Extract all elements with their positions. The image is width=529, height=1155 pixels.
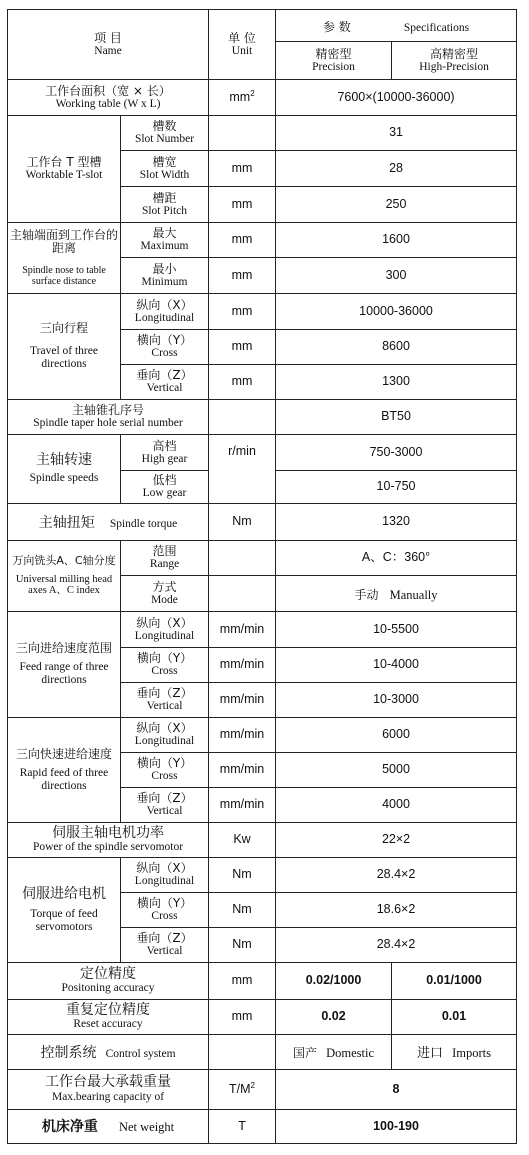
row-working-table (8, 80, 517, 116)
row-torque (8, 504, 517, 541)
reset-high-precision: 0.01 (392, 1000, 517, 1035)
rapid-y-cn: 横向（Y） (136, 756, 193, 771)
spindle-nose-en: Spindle nose to table surface distance (22, 265, 106, 288)
travel-y-value: 8600 (276, 330, 517, 365)
speed-low-value: 10-750 (276, 471, 517, 504)
speeds-cn: 主轴转速 (36, 451, 92, 468)
spindle-power-en: Power of the spindle servomotor (32, 841, 184, 854)
control-high-precision-en: Imports (452, 1045, 492, 1060)
servo-z-value: 28.4×2 (276, 928, 517, 963)
servo-y-value: 18.6×2 (276, 893, 517, 928)
travel-x-cn: 纵向（X） (136, 297, 193, 312)
rapid-y-en: Cross (151, 770, 178, 783)
feed-y-en: Cross (151, 665, 178, 678)
servo-x-label (121, 858, 209, 893)
index-mode-value (276, 576, 517, 612)
nose-min-cn: 最小 (152, 261, 177, 276)
taper-en: Spindle taper hole serial number (33, 417, 183, 430)
slot-number-en: Slot Number (134, 133, 195, 146)
reset-precision: 0.02 (276, 1000, 392, 1035)
bearing-unit (209, 1070, 276, 1110)
feed-x-cn: 纵向（X） (136, 615, 193, 630)
row-feed-x (8, 612, 517, 648)
header-unit-cell (209, 10, 276, 80)
nose-max-cn: 最大 (152, 226, 177, 241)
travel-z-en: Vertical (146, 382, 183, 395)
row-control (8, 1035, 517, 1070)
nose-min-value: 300 (276, 258, 517, 294)
reset-label (8, 1000, 209, 1035)
header-param-cn: 参 数 (322, 19, 351, 34)
travel-z-cn: 垂向（Z） (136, 368, 193, 383)
header-unit-en: Unit (231, 44, 253, 57)
net-weight-cn: 机床净重 (41, 1119, 98, 1136)
header-precision-cn: 精密型 (315, 46, 352, 61)
index-range-value: A、C：360° (276, 541, 517, 576)
bearing-unit-sup: 2 (250, 1081, 255, 1091)
nose-max-unit: mm (209, 223, 276, 258)
slot-number-cn: 槽数 (152, 119, 177, 134)
working-table-en: Working table (W x L) (55, 97, 161, 110)
feed-y-value: 10-4000 (276, 648, 517, 683)
torque-cn: 主轴扭矩 (38, 514, 95, 531)
speed-low-label (121, 471, 209, 504)
rapid-en: Rapid feed of three directions (19, 766, 109, 792)
net-weight-en: Net weight (118, 1120, 175, 1135)
servo-x-value: 28.4×2 (276, 858, 517, 893)
slot-pitch-cn: 槽距 (152, 190, 177, 205)
travel-y-unit: mm (209, 330, 276, 365)
positioning-precision: 0.02/1000 (276, 963, 392, 1000)
row-servo-x (8, 858, 517, 893)
speeds-unit: r/min (209, 435, 276, 504)
control-unit (209, 1035, 276, 1070)
rapid-x-en: Longitudinal (134, 735, 195, 748)
torque-unit: Nm (209, 504, 276, 541)
feed-z-cn: 垂向（Z） (136, 686, 193, 701)
reset-en: Reset accuracy (73, 1018, 143, 1031)
travel-x-unit: mm (209, 294, 276, 330)
nose-min-en: Minimum (141, 275, 188, 288)
spindle-power-unit: Kw (209, 823, 276, 858)
rapid-z-label (121, 788, 209, 823)
slot-width-unit: mm (209, 151, 276, 187)
header-param-cell (276, 10, 517, 42)
row-spindle-power (8, 823, 517, 858)
feed-x-label (121, 612, 209, 648)
row-nose-max (8, 223, 517, 258)
spindle-nose-cn: 主轴端面到工作台的距离 (10, 227, 119, 255)
row-taper (8, 400, 517, 435)
index-range-label (121, 541, 209, 576)
servo-x-cn: 纵向（X） (136, 861, 193, 876)
spindle-nose-label (8, 223, 121, 294)
nose-min-label (121, 258, 209, 294)
travel-x-en: Longitudinal (134, 311, 195, 324)
net-weight-label (8, 1110, 209, 1144)
row-index-range (8, 541, 517, 576)
positioning-unit: mm (209, 963, 276, 1000)
working-table-unit-sup: 2 (250, 89, 255, 99)
index-mode-en: Mode (151, 593, 178, 606)
taper-value: BT50 (276, 400, 517, 435)
feed-z-en: Vertical (146, 700, 183, 713)
working-table-unit-text: mm (229, 90, 251, 105)
net-weight-unit: T (209, 1110, 276, 1144)
row-speed-high (8, 435, 517, 471)
slot-pitch-unit: mm (209, 187, 276, 223)
bearing-unit-text: T/M (229, 1082, 251, 1097)
feed-en: Feed range of three directions (19, 661, 109, 687)
header-precision-cell (276, 42, 392, 80)
header-item-en: Name (94, 44, 122, 57)
control-precision-cn: 国产 (293, 1046, 318, 1061)
slot-pitch-en: Slot Pitch (141, 204, 188, 217)
rapid-y-label (121, 753, 209, 788)
servo-z-cn: 垂向（Z） (136, 931, 193, 946)
header-item-cn: 项 目 (94, 30, 122, 45)
index-range-cn: 范围 (152, 544, 177, 559)
header-high-precision-cn: 高精密型 (430, 46, 479, 61)
index-mode-cn: 方式 (152, 579, 177, 594)
row-rapid-x (8, 718, 517, 753)
index-mode-unit (209, 576, 276, 612)
feed-x-unit: mm/min (209, 612, 276, 648)
travel-y-cn: 横向（Y） (136, 333, 193, 348)
tslot-en: Worktable T-slot (25, 169, 103, 182)
header-param-en: Specifications (403, 21, 470, 34)
rapid-y-value: 5000 (276, 753, 517, 788)
servo-torque-label (8, 858, 121, 963)
tslot-label (8, 116, 121, 223)
row-bearing (8, 1070, 517, 1110)
index-en: Universal milling head axes A、C index (15, 573, 113, 597)
feed-y-label (121, 648, 209, 683)
servo-x-unit: Nm (209, 858, 276, 893)
slot-pitch-value: 250 (276, 187, 517, 223)
bearing-cn: 工作台最大承载重量 (45, 1074, 171, 1091)
specifications-table (7, 9, 517, 1144)
index-label (8, 541, 121, 612)
rapid-x-cn: 纵向（X） (136, 721, 193, 736)
header-high-precision-cell (392, 42, 517, 80)
taper-cn: 主轴锥孔序号 (72, 403, 145, 418)
positioning-label (8, 963, 209, 1000)
travel-y-label (121, 330, 209, 365)
header-precision-en: Precision (312, 60, 355, 73)
servo-x-en: Longitudinal (134, 875, 195, 888)
speeds-en: Spindle speeds (29, 472, 99, 485)
slot-width-en: Slot Width (139, 168, 190, 181)
rapid-x-label (121, 718, 209, 753)
torque-value: 1320 (276, 504, 517, 541)
speed-low-cn: 低档 (152, 473, 177, 488)
rapid-x-value: 6000 (276, 718, 517, 753)
feed-cn: 三向进给速度范围 (15, 641, 112, 656)
slot-width-cn: 槽宽 (152, 154, 177, 169)
servo-y-label (121, 893, 209, 928)
slot-number-unit (209, 116, 276, 151)
positioning-cn: 定位精度 (80, 965, 136, 982)
control-high-precision-cn: 进口 (417, 1045, 444, 1061)
feed-x-en: Longitudinal (134, 629, 195, 642)
feed-z-label (121, 683, 209, 718)
control-precision-en: Domestic (326, 1046, 375, 1061)
servo-torque-cn: 伺服进给电机 (22, 885, 106, 902)
control-en: Control system (105, 1047, 176, 1060)
reset-cn: 重复定位精度 (66, 1001, 150, 1018)
index-mode-value-cn: 手动 (354, 587, 379, 602)
spindle-power-label (8, 823, 209, 858)
net-weight-value: 100-190 (276, 1110, 517, 1144)
feed-label (8, 612, 121, 718)
rapid-z-value: 4000 (276, 788, 517, 823)
rapid-x-unit: mm/min (209, 718, 276, 753)
slot-width-label (121, 151, 209, 187)
row-net-weight (8, 1110, 517, 1144)
servo-z-en: Vertical (146, 945, 183, 958)
rapid-label (8, 718, 121, 823)
rapid-z-unit: mm/min (209, 788, 276, 823)
feed-x-value: 10-5500 (276, 612, 517, 648)
speed-low-en: Low gear (142, 487, 187, 500)
speeds-label (8, 435, 121, 504)
taper-unit (209, 400, 276, 435)
bearing-label (8, 1070, 209, 1110)
tslot-cn: 工作台 T 型槽 (26, 155, 102, 170)
speed-high-en: High gear (141, 452, 188, 465)
spindle-power-cn: 伺服主轴电机功率 (52, 824, 164, 841)
nose-min-unit: mm (209, 258, 276, 294)
control-label (8, 1035, 209, 1070)
rapid-cn: 三向快速进给速度 (15, 746, 112, 761)
travel-label (8, 294, 121, 400)
header-high-precision-en: High-Precision (419, 60, 489, 73)
speed-high-value: 750-3000 (276, 435, 517, 471)
row-positioning (8, 963, 517, 1000)
working-table-unit (209, 80, 276, 116)
header-unit-cn: 单 位 (228, 30, 256, 45)
servo-y-cn: 横向（Y） (136, 896, 193, 911)
taper-label (8, 400, 209, 435)
speed-high-cn: 高档 (152, 438, 177, 453)
nose-max-en: Maximum (140, 240, 189, 253)
row-travel-x (8, 294, 517, 330)
rapid-z-en: Vertical (146, 805, 183, 818)
feed-y-cn: 横向（Y） (136, 651, 193, 666)
nose-max-label (121, 223, 209, 258)
row-slot-number (8, 116, 517, 151)
torque-en: Spindle torque (109, 517, 178, 530)
feed-z-value: 10-3000 (276, 683, 517, 718)
travel-y-en: Cross (151, 347, 178, 360)
servo-z-label (121, 928, 209, 963)
travel-cn: 三向行程 (39, 321, 88, 336)
index-mode-value-en: Manually (389, 587, 438, 602)
servo-torque-en: Torque of feed servomotors (30, 908, 98, 933)
bearing-en: Max.bearing capacity of (51, 1090, 165, 1103)
servo-z-unit: Nm (209, 928, 276, 963)
reset-unit: mm (209, 1000, 276, 1035)
index-range-en: Range (149, 558, 180, 571)
slot-pitch-label (121, 187, 209, 223)
torque-label (8, 504, 209, 541)
rapid-z-cn: 垂向（Z） (136, 791, 193, 806)
servo-y-en: Cross (151, 910, 178, 923)
positioning-high-precision: 0.01/1000 (392, 963, 517, 1000)
working-table-label (8, 80, 209, 116)
header-item-cell (8, 10, 209, 80)
index-mode-label (121, 576, 209, 612)
feed-z-unit: mm/min (209, 683, 276, 718)
nose-max-value: 1600 (276, 223, 517, 258)
feed-y-unit: mm/min (209, 648, 276, 683)
spindle-power-value: 22×2 (276, 823, 517, 858)
control-high-precision (392, 1035, 517, 1070)
index-cn: 万向铣头A、C轴分度 (12, 554, 116, 568)
index-range-unit (209, 541, 276, 576)
row-reset (8, 1000, 517, 1035)
travel-z-label (121, 365, 209, 400)
travel-z-value: 1300 (276, 365, 517, 400)
speed-high-label (121, 435, 209, 471)
travel-x-label (121, 294, 209, 330)
bearing-value: 8 (276, 1070, 517, 1110)
slot-number-label (121, 116, 209, 151)
rapid-y-unit: mm/min (209, 753, 276, 788)
travel-z-unit: mm (209, 365, 276, 400)
travel-x-value: 10000-36000 (276, 294, 517, 330)
working-table-cn: 工作台面积（宽 × 长） (45, 83, 171, 98)
slot-width-value: 28 (276, 151, 517, 187)
servo-y-unit: Nm (209, 893, 276, 928)
slot-number-value: 31 (276, 116, 517, 151)
positioning-en: Positoning accuracy (61, 982, 155, 995)
control-precision (276, 1035, 392, 1070)
control-cn: 控制系统 (40, 1044, 97, 1061)
travel-en: Travel of three directions (30, 345, 98, 371)
working-table-value: 7600×(10000-36000) (276, 80, 517, 116)
